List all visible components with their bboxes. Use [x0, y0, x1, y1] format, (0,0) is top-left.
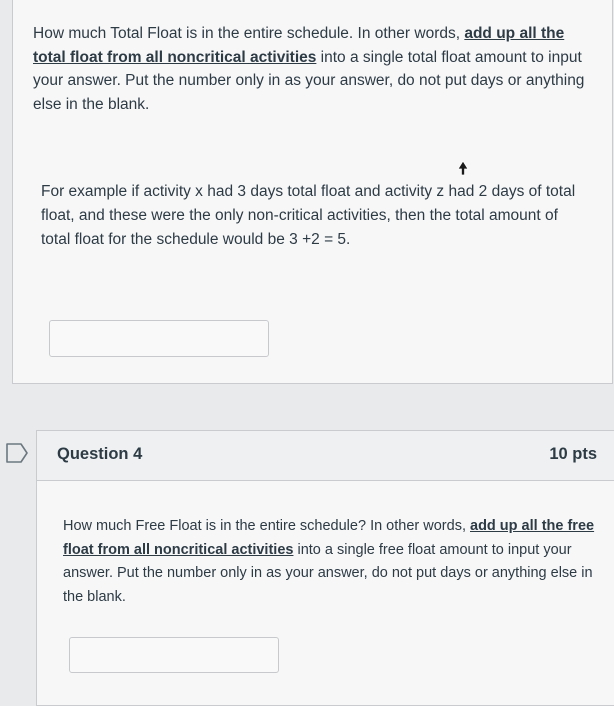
question-bookmark-icon[interactable] — [5, 442, 29, 464]
question-4-title: Question 4 — [57, 445, 143, 463]
question-3-text — [33, 22, 589, 116]
question-4-text — [63, 515, 597, 609]
question-4-answer-input[interactable] — [69, 637, 279, 673]
mouse-cursor-icon — [456, 160, 470, 176]
question-3-example: For example if activity x had 3 days total float and activity z had 2 days of total float, and these were the only non-critical activities, then the total amount of total float for the schedule would be 3 +2 = 5. — [41, 183, 576, 248]
question-4-header — [37, 431, 614, 481]
question-3-answer-input[interactable] — [49, 320, 269, 357]
question-4-text-intro: How much Free Float is in the entire schedule? In other words, — [63, 518, 470, 534]
question-4-points: 10 pts — [549, 445, 597, 463]
question-4-card — [36, 430, 614, 706]
question-3-text-bold: add up all the total float from all noncritical activities — [33, 25, 565, 66]
question-4-text-bold: add up all the free float from all noncritical activities — [63, 518, 595, 558]
question-3-card — [12, 0, 613, 384]
question-3-text-rest: into a single total float amount to input your answer. Put the number only in as your answer, do not put days or anything else in the blank. — [33, 48, 585, 113]
question-4-text-rest: into a single free float amount to input your answer. Put the number only in as your answer, do not put days or anything else in the blank. — [63, 541, 593, 605]
question-3-text-intro: How much Total Float is in the entire schedule. In other words, — [33, 25, 465, 42]
